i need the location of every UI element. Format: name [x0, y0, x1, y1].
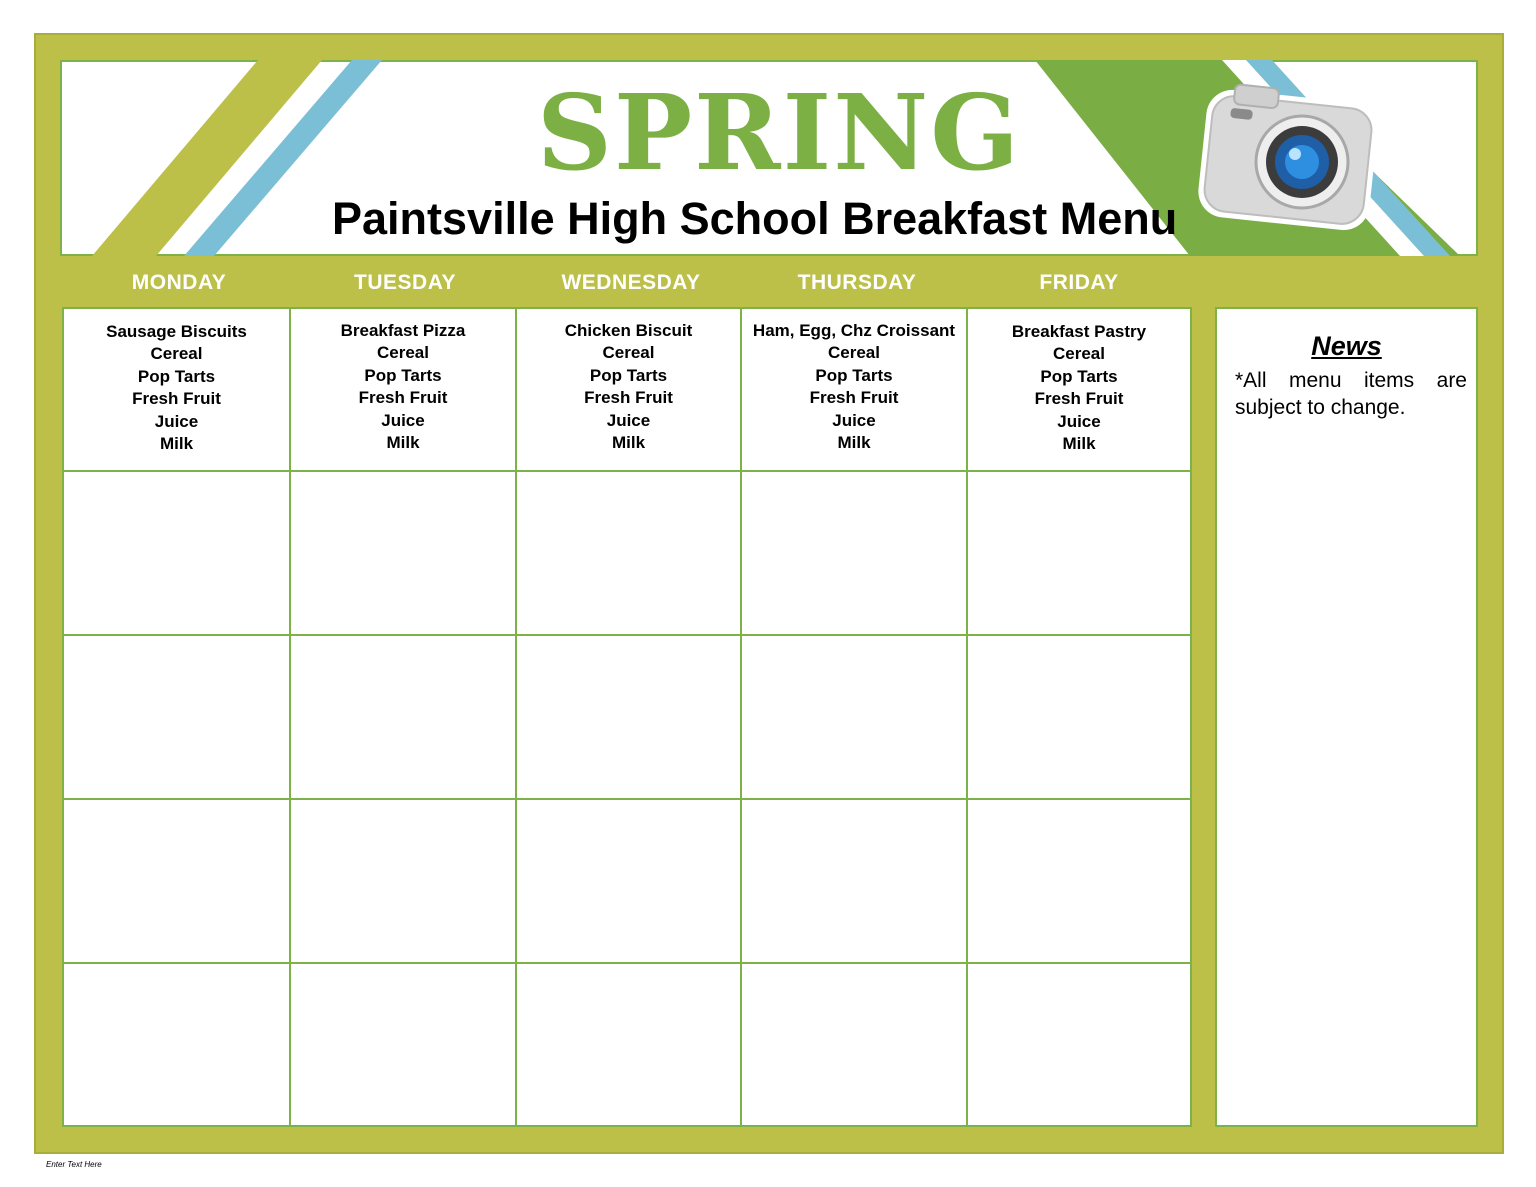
day-header-tuesday: TUESDAY: [354, 271, 456, 294]
news-panel: [1215, 307, 1478, 1127]
day-header-thursday: THURSDAY: [797, 271, 917, 294]
menu-item: Pop Tarts: [1040, 366, 1118, 386]
menu-cell-friday: [968, 321, 1190, 455]
day-header-friday: FRIDAY: [1039, 271, 1119, 294]
grid-row-divider: [64, 798, 1190, 800]
camera-icon: [1192, 82, 1382, 237]
menu-item: Sausage Biscuits: [106, 322, 247, 341]
menu-item: Fresh Fruit: [132, 389, 221, 409]
menu-item: Pop Tarts: [815, 365, 893, 385]
menu-item: Pop Tarts: [589, 365, 668, 385]
menu-item: Pop Tarts: [364, 365, 442, 385]
menu-cell-tuesday: [291, 320, 515, 454]
menu-item: Pop Tarts: [137, 366, 216, 386]
season-title: SPRING: [536, 71, 1022, 194]
news-text: *All menu items are subject to change.: [1235, 369, 1467, 419]
menu-cell-thursday: [742, 320, 966, 454]
menu-item: Fresh Fruit: [1034, 389, 1124, 409]
news-title: News: [1311, 331, 1382, 361]
menu-item: Breakfast Pizza: [340, 321, 466, 340]
grid-row-divider: [64, 470, 1190, 472]
menu-subtitle: Paintsville High School Breakfast Menu: [332, 193, 1178, 244]
menu-calendar-grid: [62, 307, 1192, 1127]
menu-item: Milk: [159, 434, 194, 454]
menu-item: Cereal: [828, 343, 880, 363]
menu-item: Juice: [606, 410, 651, 430]
menu-item: Chicken Biscuit: [564, 321, 693, 340]
menu-item: Juice: [154, 411, 199, 431]
menu-item: Cereal: [150, 344, 203, 364]
menu-item: Juice: [832, 410, 876, 430]
day-header-wednesday: WEDNESDAY: [561, 271, 701, 294]
menu-item: Cereal: [1053, 344, 1105, 364]
menu-item: Milk: [611, 433, 646, 453]
menu-item: Juice: [381, 410, 425, 430]
menu-cell-monday: [64, 321, 289, 455]
menu-item: Fresh Fruit: [809, 388, 899, 408]
weekday-header-row: [64, 262, 1190, 304]
menu-item: Juice: [1057, 411, 1101, 431]
menu-item: Milk: [386, 433, 420, 453]
menu-item: Fresh Fruit: [584, 388, 673, 408]
grid-row-divider: [64, 962, 1190, 964]
footer-placeholder-text: Enter Text Here: [46, 1160, 102, 1169]
day-header-monday: MONDAY: [131, 271, 227, 294]
menu-item: Cereal: [602, 343, 655, 363]
menu-item: Cereal: [377, 343, 429, 363]
grid-row-divider: [64, 634, 1190, 636]
menu-item: Milk: [1062, 434, 1096, 454]
menu-item: Milk: [837, 433, 871, 453]
menu-item: Ham, Egg, Chz Croissant: [752, 321, 956, 340]
menu-item: Fresh Fruit: [358, 388, 448, 408]
menu-cell-wednesday: [517, 320, 740, 454]
menu-item: Breakfast Pastry: [1011, 322, 1147, 341]
